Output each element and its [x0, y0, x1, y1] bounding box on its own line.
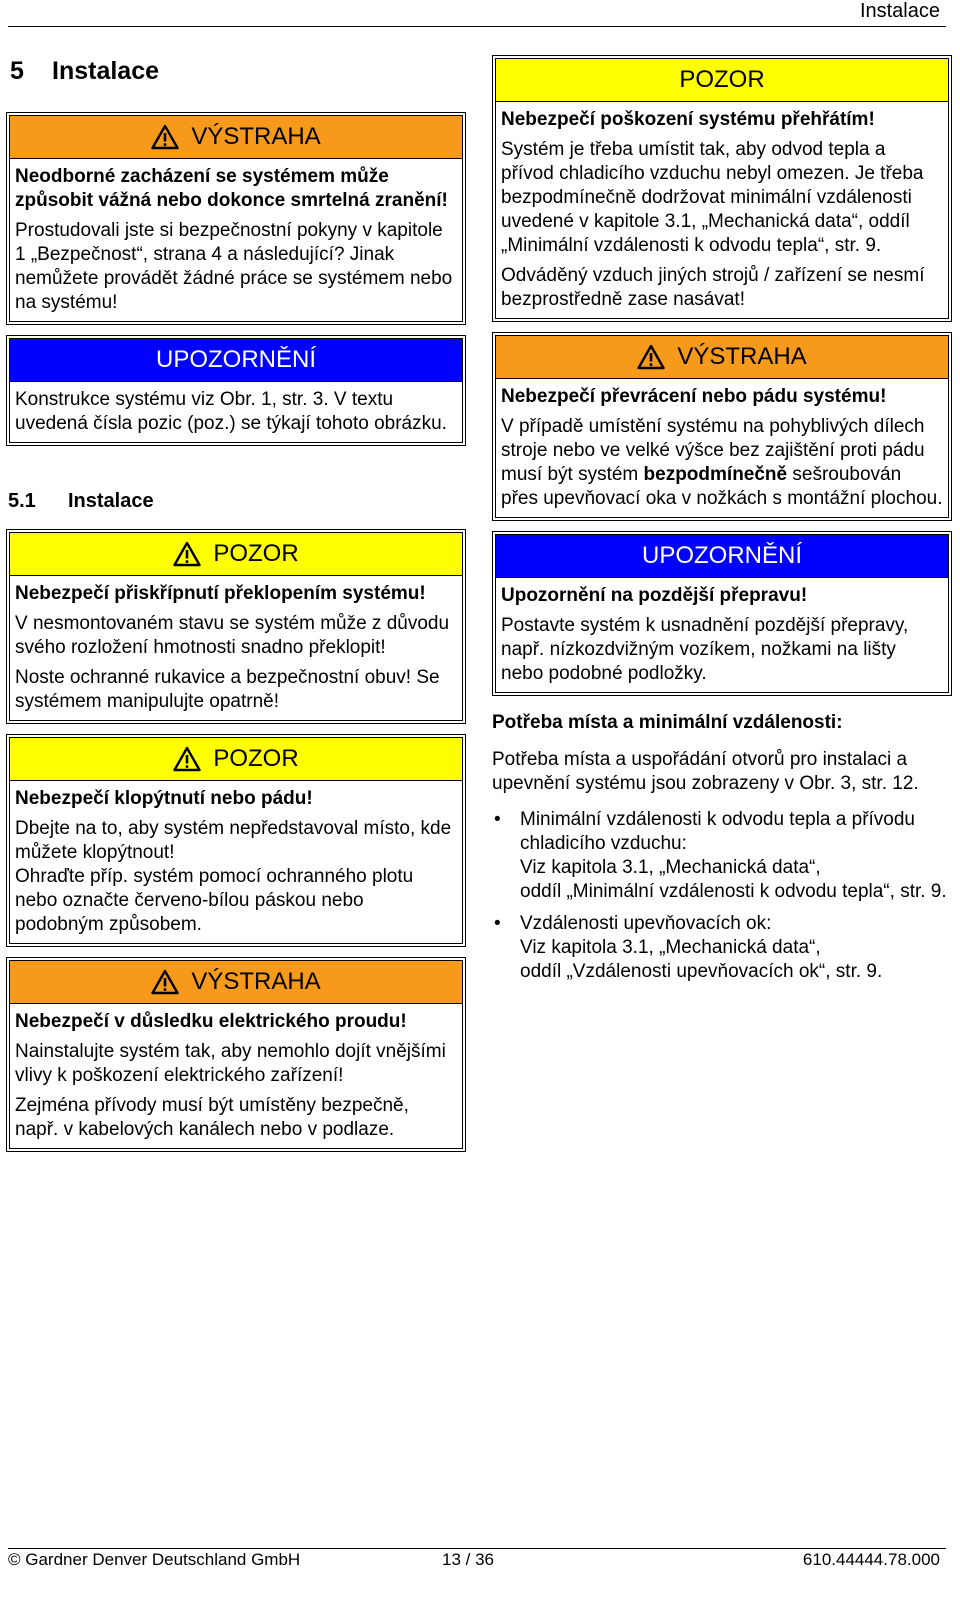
warning-box-title	[496, 336, 948, 379]
bullet-dot-icon: •	[494, 913, 501, 934]
caution-text: Odváděný vzduch jiných strojů / zařízení se nesmí bezprostředně zase nasávat!	[501, 265, 925, 310]
warning-box-falling	[492, 332, 952, 521]
caution-text: Systém je třeba umístit tak, aby odvod tepla a přívod chladicího vzduchu nebyl omezen. Je třeba bezpodmínečně dodržovat minimální vzdálenosti uvedené v kapitole 3.1, „Mechanická data“, oddíl „Minimální vzdálenosti k odvodu tepla“, str. 9.	[501, 139, 924, 256]
footer-copyright: © Gardner Denver Deutschland GmbH	[8, 1550, 301, 1569]
right-column	[492, 55, 952, 992]
caution-lead: Nebezpečí přiskřípnutí překlopením systému!	[15, 583, 426, 604]
caution-text: Noste ochranné rukavice a bezpečnostní obuv! Se systémem manipulujte opatrně!	[15, 667, 440, 712]
warning-text-emphasis: bezpodmínečně	[643, 464, 788, 485]
chapter-title: Instalace	[52, 57, 160, 85]
warning-box-title-text: VÝSTRAHA	[191, 123, 321, 150]
warning-box-body	[496, 379, 948, 517]
warning-text	[501, 415, 943, 511]
warning-triangle-icon	[151, 124, 179, 150]
section-title: Instalace	[68, 490, 154, 512]
caution-text: Dbejte na to, aby systém nepředstavoval místo, kde můžete klopýtnout!	[15, 818, 452, 863]
warning-box-title	[10, 116, 462, 159]
warning-lead: Neodborné zacházení se systémem může způsobit vážná nebo dokonce smrtelná zranění!	[15, 166, 448, 211]
header-rule	[8, 26, 946, 27]
warning-box-body	[10, 1004, 462, 1148]
notice-text: Konstrukce systému viz Obr. 1, str. 3. V textu uvedená čísla pozic (poz.) se týkají tohoto obrázku.	[15, 389, 447, 434]
warning-text-part: V případě umístění systému na pohyblivých dílech stroje nebo ve velké výšce bez zajištění proti pádu musí být systém	[501, 416, 925, 485]
caution-lead: Nebezpečí klopýtnutí nebo pádu!	[15, 788, 313, 809]
section-heading	[8, 490, 466, 513]
notice-box-body	[496, 578, 948, 692]
warning-text: Nainstalujte systém tak, aby nemohlo dojít vnějšími vlivy k poškození elektrického zařízení!	[15, 1041, 446, 1086]
warning-lead: Nebezpečí v důsledku elektrického proudu!	[15, 1011, 407, 1032]
warning-text: Zejména přívody musí být umístěny bezpečně, např. v kabelových kanálech nebo v podlaze.	[15, 1095, 409, 1140]
notice-box-title: UPOZORNĚNÍ	[496, 535, 948, 578]
caution-box-body	[10, 781, 462, 943]
caution-box-tipping	[6, 529, 466, 724]
notice-text: Postavte systém k usnadnění pozdější přepravy, např. nízkozdvižným vozíkem, nožkami na lišty nebo podobné podložky.	[501, 615, 909, 684]
space-text: Potřeba místa a uspořádání otvorů pro instalaci a upevnění systému jsou zobrazeny v Obr. 3, str. 12.	[492, 749, 919, 794]
caution-box-title-text: POZOR	[213, 540, 299, 567]
caution-text: Ohraďte příp. systém pomocí ochranného plotu nebo označte červeno-bílou páskou nebo podobným způsobem.	[15, 866, 414, 935]
notice-box-transport	[492, 531, 952, 696]
space-heading: Potřeba místa a minimální vzdálenosti:	[492, 712, 843, 733]
caution-lead: Nebezpečí poškození systému přehřátím!	[501, 109, 875, 130]
list-item-line: Minimální vzdálenosti k odvodu tepla a přívodu chladicího vzduchu:	[520, 809, 916, 854]
list-item-line: Viz kapitola 3.1, „Mechanická data“,	[520, 857, 821, 878]
warning-box-body	[10, 159, 462, 321]
warning-triangle-icon	[637, 344, 665, 370]
warning-text: Prostudovali jste si bezpečnostní pokyny v kapitole 1 „Bezpečnost“, strana 4 a následující? Jinak nemůžete provádět žádné práce se systémem nebo na systému!	[15, 220, 453, 313]
caution-box-title-text: POZOR	[213, 745, 299, 772]
section-number: 5.1	[8, 490, 36, 512]
bullet-dot-icon: •	[494, 809, 501, 830]
caution-box-title: POZOR	[496, 59, 948, 102]
caution-box-body	[10, 576, 462, 720]
warning-box-misuse	[6, 112, 466, 325]
left-column	[6, 55, 466, 1162]
running-head: Instalace	[859, 0, 940, 22]
caution-box-overheating	[492, 55, 952, 322]
list-item-line: Vzdálenosti upevňovacích ok:	[520, 913, 772, 934]
warning-text-part: sešroubován přes upevňovací oka v nožkách s montážní plochou.	[501, 464, 943, 509]
notice-lead: Upozornění na pozdější přepravu!	[501, 585, 808, 606]
warning-triangle-icon	[151, 969, 179, 995]
notice-box-title: UPOZORNĚNÍ	[10, 339, 462, 382]
caution-text: V nesmontovaném stavu se systém může z důvodu svého rozložení hmotnosti snadno překlopit!	[15, 613, 450, 658]
notice-box-construction	[6, 335, 466, 446]
chapter-heading	[10, 55, 466, 112]
caution-box-title	[10, 533, 462, 576]
caution-box-title	[10, 738, 462, 781]
list-item-line: oddíl „Minimální vzdálenosti k odvodu tepla“, str. 9.	[520, 881, 947, 902]
warning-triangle-icon	[173, 541, 201, 567]
warning-triangle-icon	[173, 746, 201, 772]
warning-box-title	[10, 961, 462, 1004]
footer-page-number: 13 / 36	[442, 1550, 494, 1569]
footer-document-number: 610.44444.78.000	[802, 1550, 940, 1569]
warning-box-electric	[6, 957, 466, 1152]
warning-box-title-text: VÝSTRAHA	[677, 343, 807, 370]
caution-box-tripping	[6, 734, 466, 947]
caution-box-body	[496, 102, 948, 318]
space-bullet-list	[492, 808, 952, 984]
list-item-line: Viz kapitola 3.1, „Mechanická data“,	[520, 937, 821, 958]
footer-rule	[8, 1548, 946, 1549]
chapter-number: 5	[10, 57, 24, 85]
notice-box-body	[10, 382, 462, 442]
list-item	[492, 912, 952, 984]
warning-lead: Nebezpečí převrácení nebo pádu systému!	[501, 386, 887, 407]
list-item	[492, 808, 952, 904]
warning-box-title-text: VÝSTRAHA	[191, 968, 321, 995]
list-item-line: oddíl „Vzdálenosti upevňovacích ok“, str. 9.	[520, 961, 883, 982]
